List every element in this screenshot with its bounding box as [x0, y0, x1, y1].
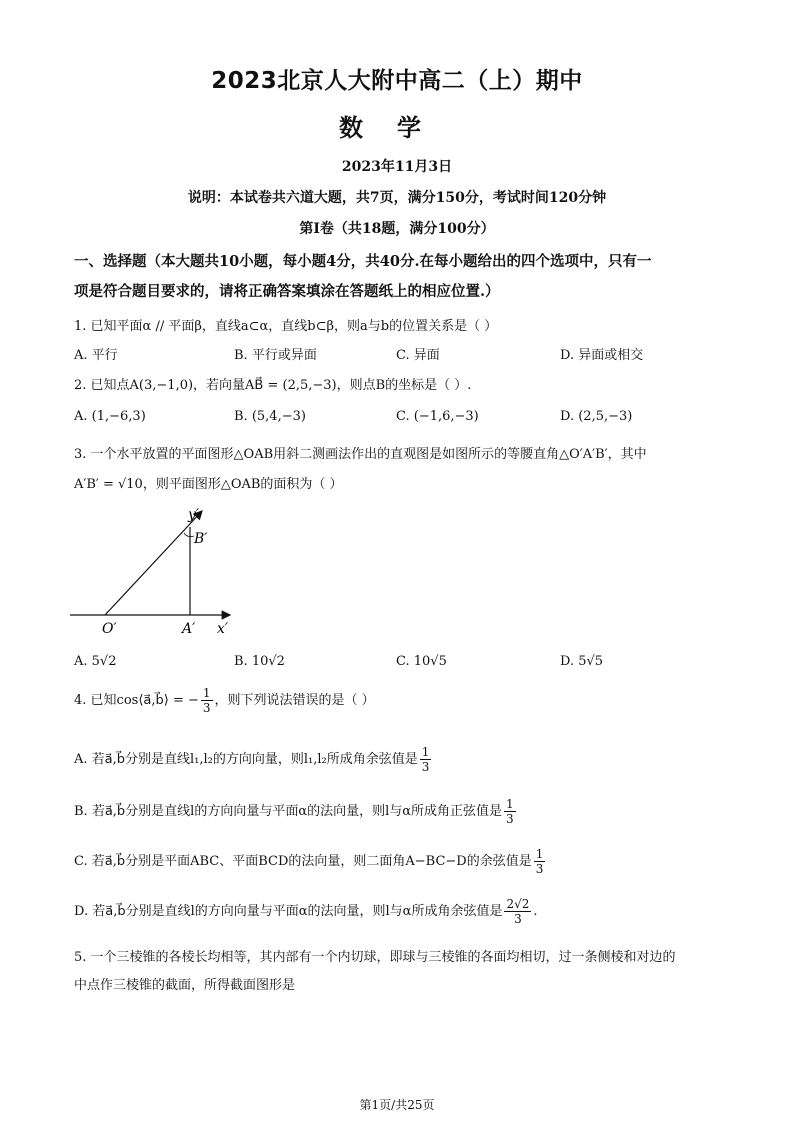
section-heading-line2: 项是符合题目要求的，请将正确答案填涂在答题纸上的相应位置.）	[74, 283, 500, 300]
exam-instructions: 说明：本试卷共六道大题，共7页，满分150分，考试时间120分钟	[187, 190, 607, 206]
question-1-option-c: C. 异面	[396, 348, 440, 363]
question-3-stem-line1: 3. 一个水平放置的平面图形△OAB用斜二测画法作出的直观图是如图所示的等腰直角△O′A′B′，其中	[74, 447, 647, 462]
question-5-stem-line1: 5. 一个三棱锥的各棱长均相等，其内部有一个内切球，即球与三棱锥的各面均相切，过一条侧棱和对边的	[74, 950, 676, 965]
label-x-axis: x′	[217, 621, 229, 637]
question-4-option-d: D. 若a⃗,b⃗分别是直线l的方向向量与平面α的法向量，则l与α所成角余弦值是 $\frac{2√2}{3}$ .	[74, 897, 538, 926]
question-1-option-d: D. 异面或相交	[560, 348, 644, 363]
label-y-axis: y′	[188, 507, 200, 523]
question-2-option-d: D. (2,5,−3)	[560, 409, 633, 424]
label-o: O′	[102, 621, 117, 637]
question-3-option-c: C. 10√5	[396, 654, 447, 669]
question-2-option-a: A. (1,−6,3)	[74, 409, 146, 424]
exam-date: 2023年11月3日	[341, 159, 453, 175]
question-4-stem: 4. 已知cos⟨a⃗,b⃗⟩ = − $\frac{1}{3}$ ，则下列说法错误的是（ ）	[74, 686, 375, 715]
label-b: B′	[194, 531, 208, 547]
question-2-stem: 2. 已知点A(3,−1,0)，若向量AB⃗ = (2,5,−3)，则点B的坐标是（ ）.	[74, 378, 472, 393]
question-5-stem-line2: 中点作三棱锥的截面，所得截面图形是	[74, 978, 296, 993]
volume-heading: 第I卷（共18题，满分100分）	[299, 221, 495, 237]
subject-heading: 数学	[339, 114, 455, 142]
question-1-option-b: B. 平行或异面	[234, 348, 317, 363]
page-footer: 第1页/共25页	[359, 1098, 435, 1112]
question-3-option-d: D. 5√5	[560, 654, 604, 669]
question-4-option-b: B. 若a⃗,b⃗分别是直线l的方向向量与平面α的法向量，则l与α所成角正弦值是 $\frac{1}{3}$	[74, 797, 514, 826]
question-3-option-b: B. 10√2	[234, 654, 285, 669]
y-axis-line	[105, 511, 202, 615]
section-heading-line1: 一、选择题（本大题共10小题，每小题4分，共40分.在每小题给出的四个选项中，只有一	[74, 253, 652, 270]
oblique-projection-figure	[70, 505, 245, 645]
question-4-stem-fraction: $\frac{1}{3}$	[202, 686, 211, 715]
question-2-option-b: B. (5,4,−3)	[234, 409, 306, 424]
question-1-stem: 1. 已知平面α // 平面β，直线a⊂α，直线b⊂β，则a与b的位置关系是（ ）	[74, 319, 498, 334]
page-title: 2023北京人大附中高二（上）期中	[211, 68, 583, 94]
question-3-option-a: A. 5√2	[74, 654, 117, 669]
label-a: A′	[182, 621, 196, 637]
question-3-stem-line2: A′B′ = √10，则平面图形△OAB的面积为（ ）	[74, 477, 343, 492]
angle-mark-b	[184, 533, 194, 537]
question-4-option-c: C. 若a⃗,b⃗分别是平面ABC、平面BCD的法向量，则二面角A−BC−D的余弦值是 $\frac{1}{3}$	[74, 847, 544, 876]
question-2-option-c: C. (−1,6,−3)	[396, 409, 479, 424]
question-4-option-a: A. 若a⃗,b⃗分别是直线l₁,l₂的方向向量，则l₁,l₂所成角余弦值是 $\frac{1}{3}$	[74, 745, 430, 774]
question-1-option-a: A. 平行	[74, 348, 118, 363]
